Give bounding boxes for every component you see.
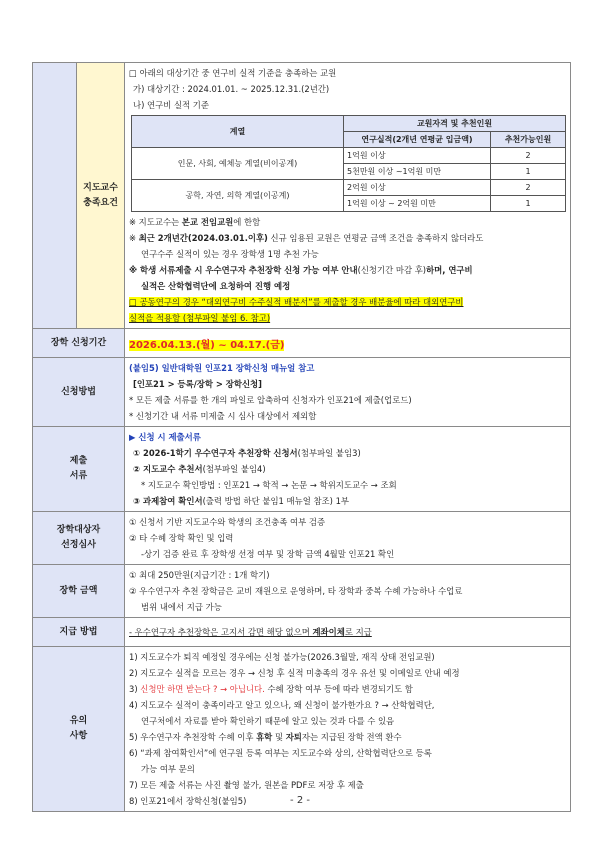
target-period: 가) 대상기간 : 2024.01.01. ~ 2025.12.31.(2년간) <box>133 84 330 94</box>
document-item: ① 2026-1학기 우수연구자 추천장학 신청서(첨부파일 붙임3) <box>133 448 361 458</box>
application-period-value: 2026.04.13.(월) ~ 04.17.(금) <box>129 339 285 351</box>
document-item: ③ 과제참여 확인서(출력 방법 하단 붙임1 매뉴얼 참조) 1부 <box>133 496 349 506</box>
row-payment-method <box>33 618 571 647</box>
documents-heading: ▶ 신청 시 제출서류 <box>129 432 201 442</box>
page-number: - 2 - <box>290 795 310 806</box>
content-advisor-requirements: □ 아래의 대상기간 중 연구비 실적 기준을 충족하는 교원 가) 대상기간 : 2024.01.01. ~ 2025.12.31.(2년간) 나) 연구비 실적 기준 계열 교원자격 및 추천인원 연구실적(2개년 연평균 입금액) 추천가능인원 인문, 사회, 예체능 계열(비이공계) 1억원 이상 2 5천만원 이상 ~1억원 미만 1 공학, 자연, 의학 계열(이공계) 2억원 이상 2 1억원 이상 ~ 2억원 미만 1 ※ 지도교수는 본교 전임교원에 한함 ※ 최근 2개년간(2024.03.01.이후) 신규 임용된 교원은 연평균 금액 조건을 충족하지 않더라도 연구수주 실적이 있는 경우 장학생 1명 추천 가능 ※ 학생 서류제출 시 우수연구자 추천장학 신청 가능 여부 안내(신청기간 마감 후)하며, 연구비 실적은 산학협력단에 요청하여 진행 예정 □ 공동연구의 경우 “대외연구비 수주실적 배분서”를 제출할 경우 배분율에 따라 대외연구비 실적을 적용함 (첨부파일 붙임 6. 참고) <box>125 63 571 329</box>
note-item: 3) 신청만 하면 받는다 ? → 아닙니다. 수혜 장학 여부 등에 따라 변경되기도 함 <box>129 684 413 694</box>
table-row: 인문, 사회, 예체능 계열(비이공계) 1억원 이상 2 <box>132 148 566 164</box>
menu-path: [인포21 > 등록/장학 > 장학신청] <box>133 379 262 389</box>
label-blank <box>33 63 77 329</box>
label-advisor-requirements: 지도교수 충족요건 <box>77 63 125 329</box>
note-fulltime: ※ 지도교수는 본교 전임교원에 한함 <box>129 217 261 227</box>
row-application-period <box>33 329 571 358</box>
label-application-method: 신청방법 <box>33 358 125 427</box>
header-performance: 연구실적(2개년 연평균 입금액) <box>344 132 491 148</box>
note-item: 8) 인포21에서 장학신청(붙임5) <box>129 796 247 806</box>
note-item: 5) 우수연구자 추천장학 수혜 이후 휴학 및 자퇴자는 지급된 장학 전액 환수 <box>129 732 402 742</box>
table-row: 1억원 이상 ~ 2억원 미만 1 <box>132 196 566 212</box>
scholarship-info-table <box>32 62 571 812</box>
note-submission: ※ 학생 서류제출 시 우수연구자 추천장학 신청 가능 여부 안내(신청기간 마감 후)하며, 연구비 <box>129 265 473 275</box>
note-item: 6) “과제 참여확인서”에 연구원 등록 여부는 지도교수와 상의, 산학협력단으로 등록 <box>129 748 432 758</box>
label-scholarship-amount: 장학 금액 <box>33 565 125 618</box>
label-submission-documents: 제출 서류 <box>33 427 125 512</box>
row-scholarship-amount: 장학 금액 ① 최대 250만원(지급기간 : 1개 학기) ② 우수연구자 추천 장학금은 교비 재원으로 운영하며, 타 장학과 중복 수혜 가능하나 수업료 범위 내에서 지급 가능 <box>33 565 571 618</box>
header-count: 추천가능인원 <box>491 132 566 148</box>
requirements-intro: □ 아래의 대상기간 중 연구비 실적 기준을 충족하는 교원 <box>129 68 337 78</box>
label-selection-review: 장학대상자 선정심사 <box>33 512 125 565</box>
joint-research-note: □ 공동연구의 경우 “대외연구비 수주실적 배분서”를 제출할 경우 배분율에 따라 대외연구비 <box>129 297 464 307</box>
note-item: 4) 지도교수 실적이 충족이라고 알고 있으나, 왜 신청이 불가한가요 ? → 산학협력단, <box>129 700 435 710</box>
manual-reference: (붙임5) 일반대학원 인포21 장학신청 매뉴얼 참고 <box>129 363 315 373</box>
row-selection-review: 장학대상자 선정심사 ① 신청서 기반 지도교수와 학생의 조건충족 여부 검증 ② 타 수혜 장학 확인 및 입력 -상기 검증 완료 후 장학생 선정 여부 및 장학 금액 4월말 인포21 확인 <box>33 512 571 565</box>
row-application-method: 신청방법 (붙임5) 일반대학원 인포21 장학신청 매뉴얼 참고 [인포21 > 등록/장학 > 장학신청] * 모든 제출 서류를 한 개의 파일로 압축하여 신청자가 인포21에 제출(업로드) * 신청기간 내 서류 미제출 시 심사 대상에서 제외함 <box>33 358 571 427</box>
label-application-period: 장학 신청기간 <box>33 329 125 358</box>
payment-method-text: - 우수연구자 추천장학은 고지서 감면 해당 없으며 계좌이체로 지급 <box>129 627 372 637</box>
note-item: 7) 모든 제출 서류는 사진 촬영 불가, 원본을 PDF로 저장 후 제출 <box>129 780 364 790</box>
note-item: 1) 지도교수가 퇴직 예정일 경우에는 신청 불가능(2026.3월말, 재직 상태 전임교원) <box>129 652 435 662</box>
row-advisor-requirements <box>33 63 571 329</box>
header-group: 교원자격 및 추천인원 <box>344 116 566 132</box>
note-item: 2) 지도교수 실적을 모르는 경우 → 신청 후 실적 미충족의 경우 유선 및 이메일로 안내 예정 <box>129 668 460 678</box>
row-submission-documents: 제출 서류 ▶ 신청 시 제출서류 ① 2026-1학기 우수연구자 추천장학 신청서(첨부파일 붙임3) ② 지도교수 추천서(첨부파일 붙임4) * 지도교수 확인방법 : 인포21 → 학적 → 논문 → 학위지도교수 → 조회 ③ 과제참여 확인서(출력 방법 하단 붙임1 매뉴얼 참조) 1부 <box>33 427 571 512</box>
criteria-table <box>131 115 566 212</box>
row-notes: 유의 사항 1) 지도교수가 퇴직 예정일 경우에는 신청 불가능(2026.3월말, 재직 상태 전임교원) 2) 지도교수 실적을 모르는 경우 → 신청 후 실적 미충족의 경우 유선 및 이메일로 안내 예정 3) 신청만 하면 받는다 ? → 아닙니다. 수혜 장학 여부 등에 따라 변경되기도 함 4) 지도교수 실적이 충족이라고 알고 있으나, 왜 신청이 불가한가요 ? → 산학협력단, 연구처에서 자료를 받아 확인하기 때문에 알고 있는 것과 다를 수 있음 5) 우수연구자 추천장학 수혜 이후 휴학 및 자퇴자는 지급된 장학 전액 환수 6) “과제 참여확인서”에 연구원 등록 여부는 지도교수와 상의, 산학협력단으로 등록 가능 여부 문의 7) 모든 제출 서류는 사진 촬영 불가, 원본을 PDF로 저장 후 제출 8) 인포21에서 장학신청(붙임5) <box>33 647 571 812</box>
criteria-label: 나) 연구비 실적 기준 <box>133 100 209 110</box>
label-payment-method: 지급 방법 <box>33 618 125 647</box>
table-row: 5천만원 이상 ~1억원 미만 1 <box>132 164 566 180</box>
header-field: 계열 <box>132 116 344 148</box>
label-notes: 유의 사항 <box>33 647 125 812</box>
document-item: ② 지도교수 추천서(첨부파일 붙임4) <box>133 464 266 474</box>
note-new-faculty: ※ 최근 2개년간(2024.03.01.이후) 신규 임용된 교원은 연평균 금액 조건을 충족하지 않더라도 <box>129 233 484 243</box>
table-row: 공학, 자연, 의학 계열(이공계) 2억원 이상 2 <box>132 180 566 196</box>
